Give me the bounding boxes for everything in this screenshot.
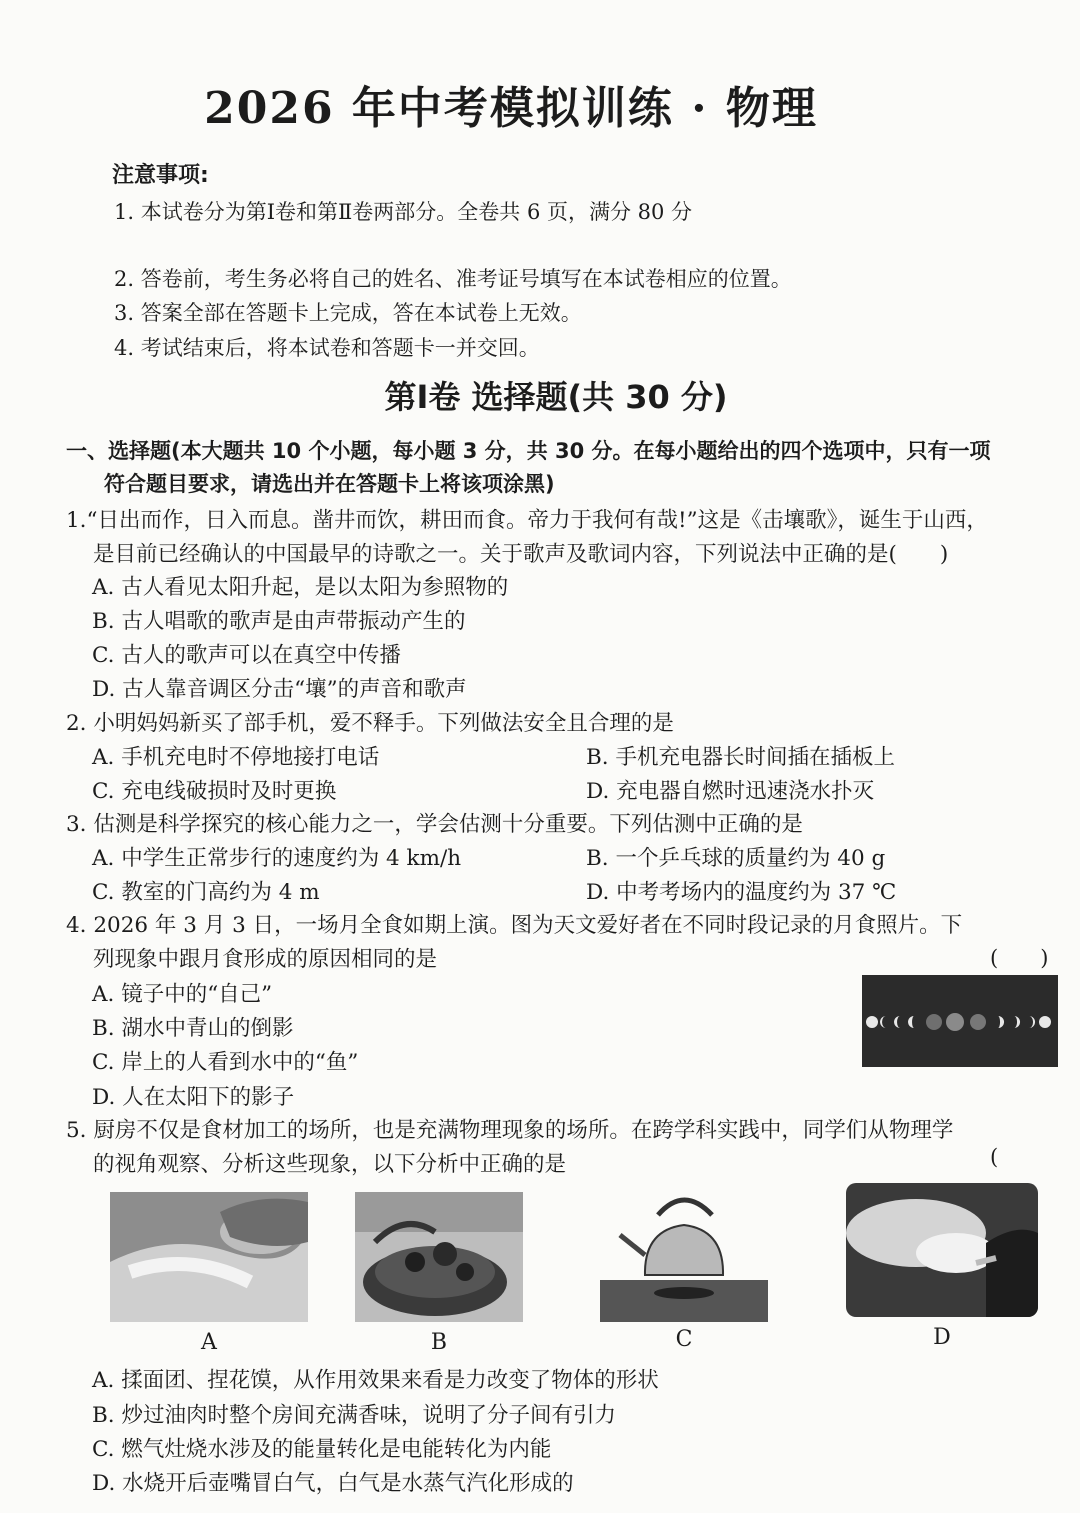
question-3-option-d: D. 中考考场内的温度约为 37 ℃ [586, 880, 897, 905]
question-3-option-a: A. 中学生正常步行的速度约为 4 km/h [92, 846, 462, 871]
question-5-answer-paren: ( [990, 1145, 999, 1169]
notice-heading: 注意事项: [112, 163, 209, 188]
question-1-stem: 1.“日出而作，日入而息。凿井而饮，耕田而食。帝力于我何有哉!”这是《击壤歌》，诞生于山西， [66, 508, 988, 533]
notice-item: 2. 答卷前，考生务必将自己的姓名、准考证号填写在本试卷相应的位置。 [114, 267, 792, 291]
question-4-option-b: B. 湖水中青山的倒影 [92, 1016, 294, 1041]
lunar-eclipse-sequence [862, 975, 1058, 1067]
exam-title: 2026 年中考模拟训练 · 物理 [204, 83, 818, 134]
question-1-stem-cont: 是目前已经确认的中国最早的诗歌之一。关于歌声及歌词内容，下列说法中正确的是( ) [93, 542, 949, 567]
kettle-on-gas-stove-photo [600, 1185, 768, 1322]
question-2-option-c: C. 充电线破损时及时更换 [92, 779, 337, 804]
question-5-option-c: C. 燃气灶烧水涉及的能量转化是电能转化为内能 [92, 1437, 552, 1462]
lunar-eclipse-photo [862, 975, 1058, 1067]
dough-kneading-photo [110, 1192, 308, 1322]
notice-item: 1. 本试卷分为第Ⅰ卷和第Ⅱ卷两部分。全卷共 6 页，满分 80 分 [114, 200, 693, 224]
question-5-stem: 5. 厨房不仅是食材加工的场所，也是充满物理现象的场所。在跨学科实践中，同学们从物理学 [66, 1118, 954, 1143]
question-5-stem-cont: 的视角观察、分析这些现象，以下分析中正确的是 [93, 1152, 567, 1177]
image-caption-a: A [201, 1330, 217, 1355]
question-4-stem-cont: 列现象中跟月食形成的原因相同的是 [93, 947, 438, 972]
question-3-stem: 3. 估测是科学探究的核心能力之一，学会估测十分重要。下列估测中正确的是 [66, 812, 803, 837]
question-5-option-d: D. 水烧开后壶嘴冒白气，白气是水蒸气汽化形成的 [92, 1471, 574, 1496]
question-4-option-d: D. 人在太阳下的影子 [92, 1085, 295, 1110]
question-5-option-a: A. 揉面团、捏花馍，从作用效果来看是力改变了物体的形状 [92, 1368, 659, 1393]
question-1-option-a: A. 古人看见太阳升起，是以太阳为参照物的 [92, 575, 509, 600]
image-caption-c: C [675, 1327, 693, 1352]
question-2-option-d: D. 充电器自燃时迅速浇水扑灭 [586, 779, 875, 804]
image-caption-b: B [430, 1330, 448, 1355]
question-1-option-c: C. 古人的歌声可以在真空中传播 [92, 643, 401, 668]
question-4-option-a: A. 镜子中的“自己” [92, 982, 273, 1007]
part-instructions-line2: 符合题目要求，请选出并在答题卡上将该项涂黑) [104, 472, 555, 496]
question-1-option-b: B. 古人唱歌的歌声是由声带振动产生的 [92, 609, 466, 634]
question-1-option-d: D. 古人靠音调区分击“壤”的声音和歌声 [92, 677, 467, 702]
question-3-option-c: C. 教室的门高约为 4 m [92, 880, 320, 905]
question-3-option-b: B. 一个乒乓球的质量约为 40 g [586, 846, 886, 871]
notice-item: 3. 答案全部在答题卡上完成，答在本试卷上无效。 [114, 301, 582, 325]
question-2-option-a: A. 手机充电时不停地接打电话 [92, 745, 380, 770]
kettle-steam-photo [846, 1183, 1038, 1317]
question-4-option-c: C. 岸上的人看到水中的“鱼” [92, 1050, 359, 1075]
question-4-stem: 4. 2026 年 3 月 3 日，一场月全食如期上演。图为天文爱好者在不同时段记录的月食照片。下 [66, 913, 963, 938]
section-title: 第Ⅰ卷 选择题(共 30 分) [384, 378, 728, 416]
question-5-option-b: B. 炒过油肉时整个房间充满香味，说明了分子间有引力 [92, 1403, 616, 1428]
question-2-stem: 2. 小明妈妈新买了部手机，爱不释手。下列做法安全且合理的是 [66, 711, 674, 736]
part-instructions-line1: 一、选择题(本大题共 10 个小题，每小题 3 分，共 30 分。在每小题给出的四个选项中，只有一项 [66, 439, 991, 463]
notice-item: 4. 考试结束后，将本试卷和答题卡一并交回。 [114, 336, 540, 360]
stir-fry-wok-photo [355, 1192, 523, 1322]
question-4-answer-paren: ( ) [990, 946, 1049, 970]
question-2-option-b: B. 手机充电器长时间插在插板上 [586, 745, 895, 770]
image-caption-d: D [933, 1325, 951, 1350]
